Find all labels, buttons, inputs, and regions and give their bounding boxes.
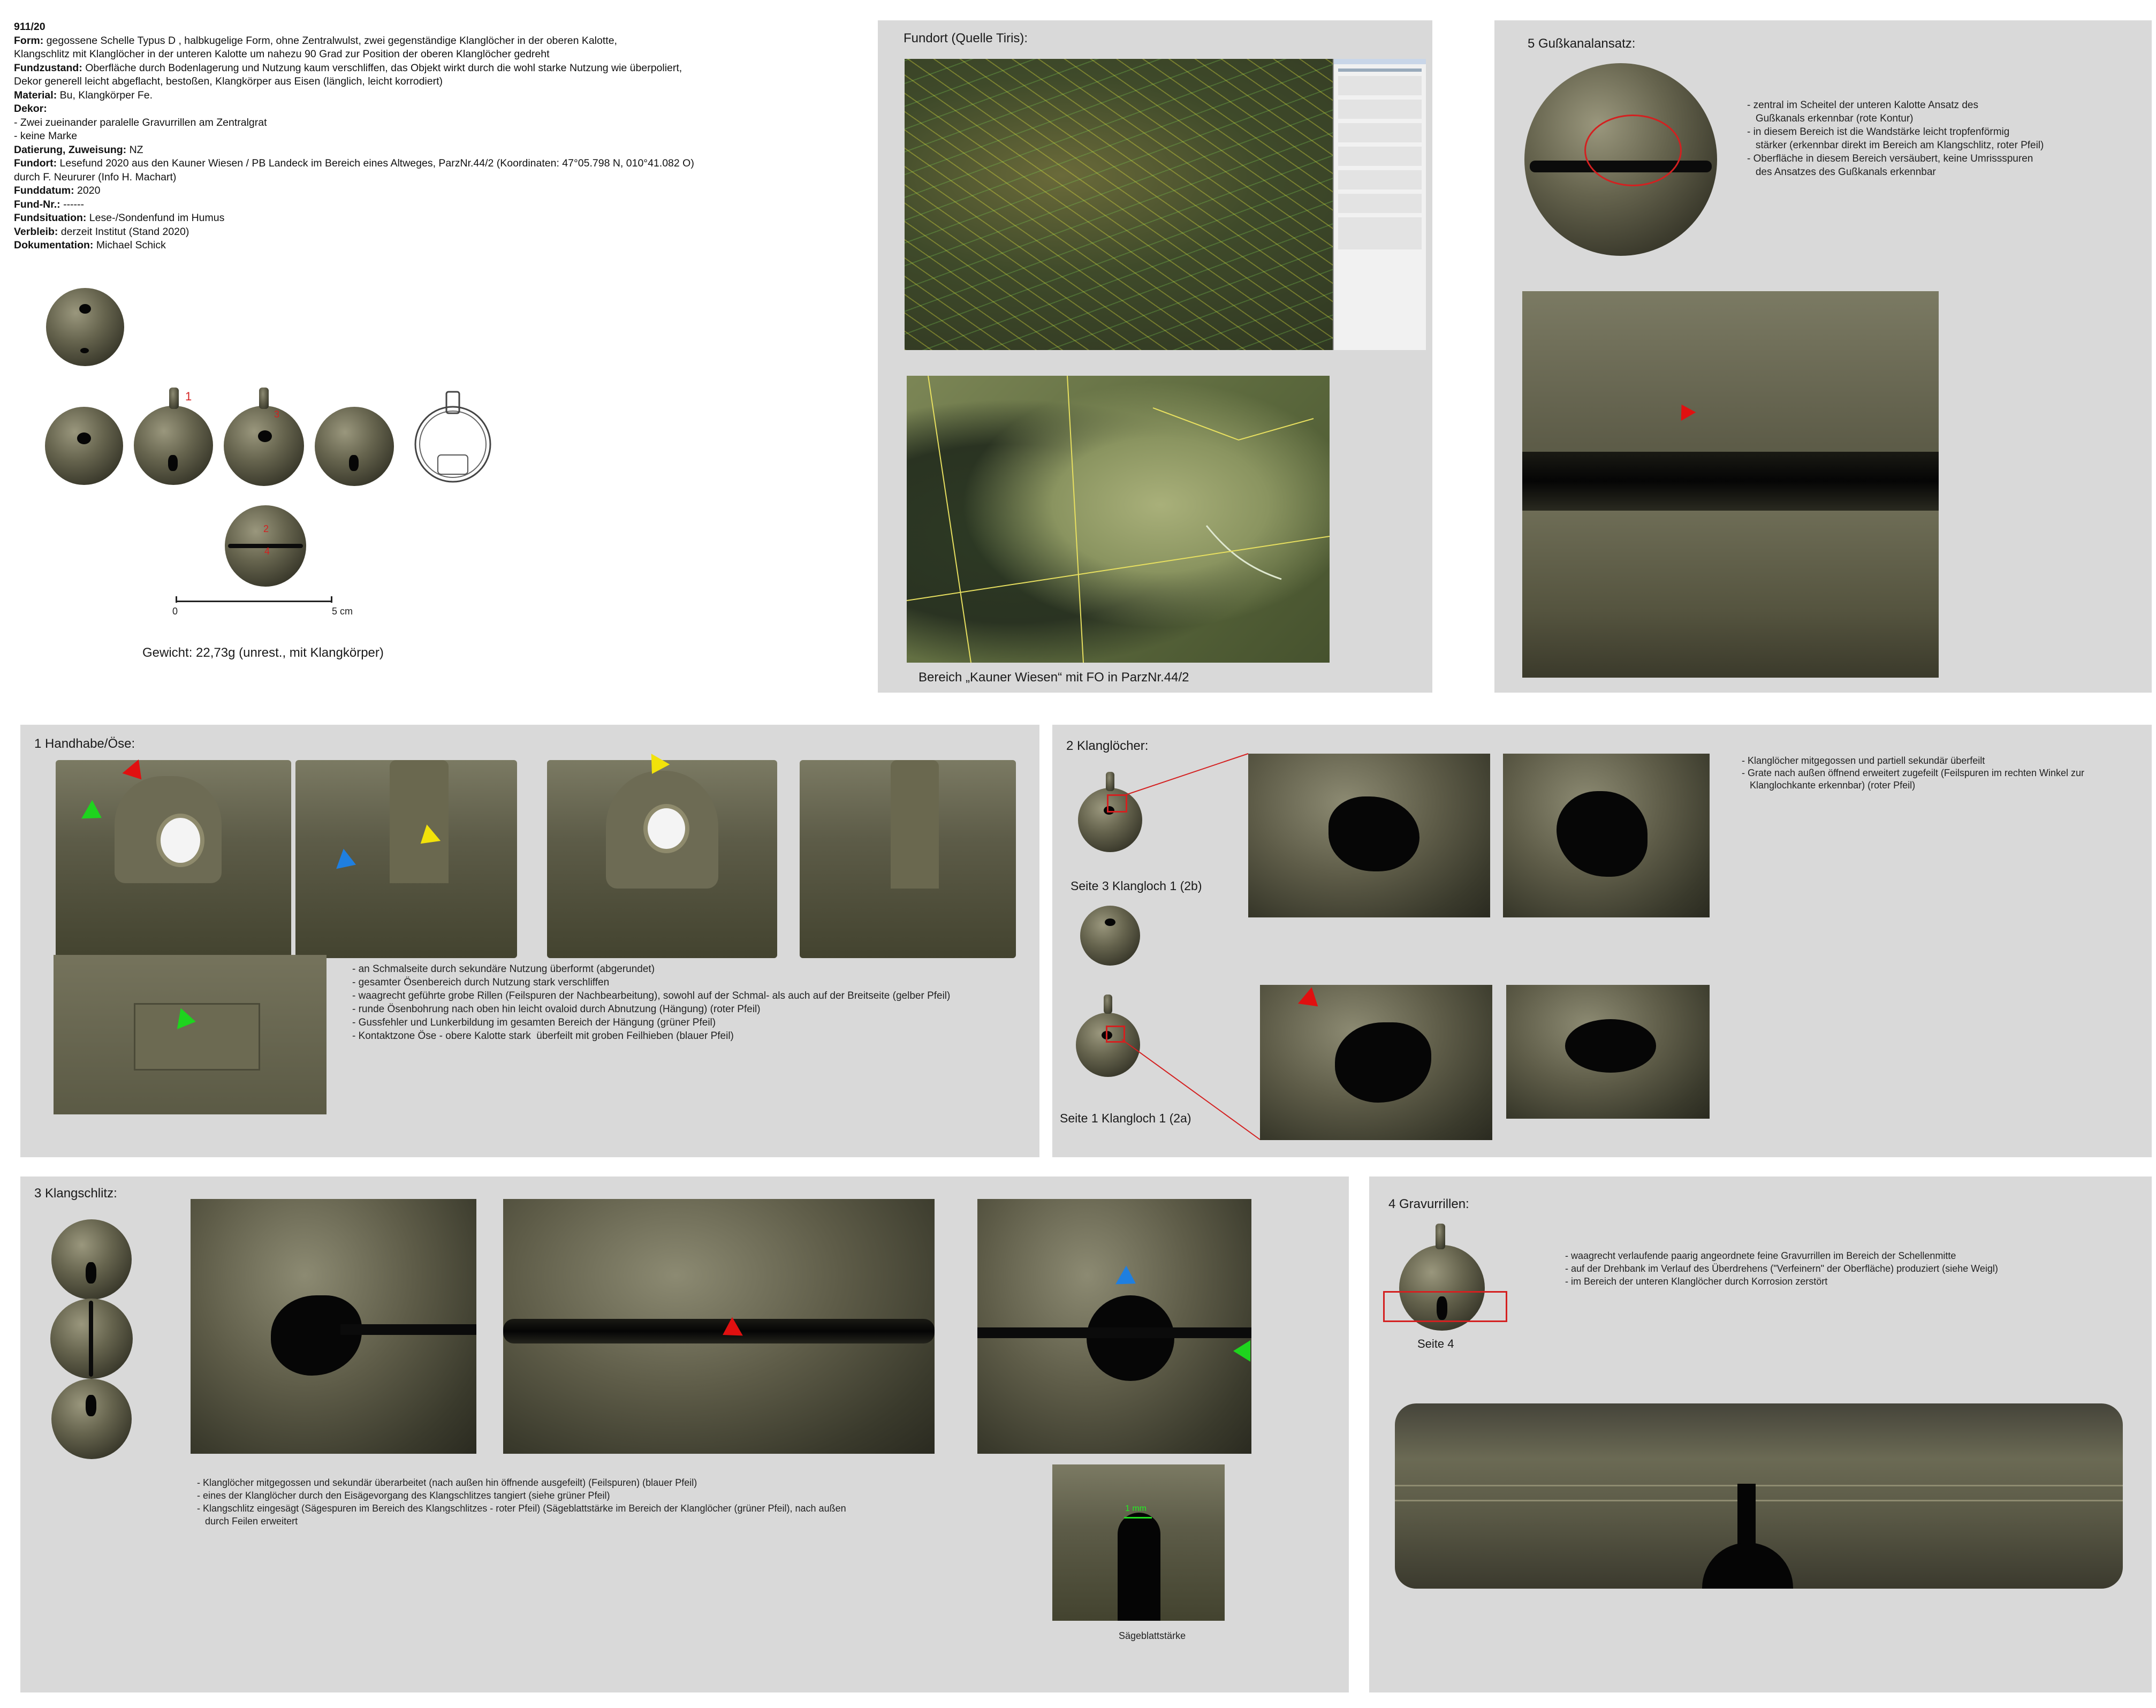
description-line [14, 211, 849, 225]
bell-view-3 [224, 406, 304, 486]
scale-five: 5 cm [332, 606, 353, 617]
description-line [14, 157, 849, 171]
gravurrillen-notes: - waagrecht verlaufende paarig angeordnete feine Gravurrillen im Bereich der Schellenmitte - auf der Drehbank im Verlauf des Überdrehens ("Verfeinern" der Oberfläche) produziert (siehe Weigl) - im Bereich der unteren Klanglöcher durch Korrosion zerstört [1565, 1250, 1998, 1287]
description-text: - keine Marke [14, 130, 78, 142]
klangschlitz-title: 3 Klangschlitz: [34, 1186, 117, 1201]
description-text: Lesefund 2020 aus den Kauner Wiesen / PB Landeck im Bereich eines Altweges, ParzNr.44/2 (Koordinaten: 47°05.798 N, 010°41.082 O) [57, 157, 694, 169]
description-label: Form: [14, 34, 44, 47]
saegeblatt-scale: 1 mm [1125, 1504, 1147, 1513]
description-text: Oberfläche durch Bodenlagerung und Nutzung kaum verschliffen, das Objekt wirkt durch die wohl starke Nutzung wie überpoliert, [82, 62, 682, 74]
description-line [14, 143, 849, 157]
description-line [14, 171, 849, 185]
bell-view-2 [45, 407, 123, 485]
description-line [14, 239, 849, 253]
klangloch-photo-2a-2 [1506, 985, 1710, 1119]
handhabe-photo-4 [800, 760, 1016, 958]
klangschlitz-bell-2 [50, 1299, 133, 1379]
klangschlitz-green-arrow [1233, 1340, 1250, 1362]
handhabe-photo-2 [295, 760, 517, 958]
description-text: Michael Schick [93, 239, 166, 251]
klangloch-photo-2a-1 [1260, 985, 1492, 1140]
view-label-3: 3 [274, 409, 280, 420]
klangschlitz-photo-3 [977, 1199, 1251, 1454]
description-text: Klangschlitz mit Klanglöcher in der unteren Kalotte um nahezu 90 Grad zur Position der oberen Klanglöcher gedreht [14, 48, 550, 60]
panel-gravurrillen [1369, 1176, 2152, 1692]
gravurrillen-caption: Seite 4 [1417, 1337, 1454, 1350]
gusskanal-detail-photo [1522, 291, 1939, 678]
gravurrillen-marker [1383, 1291, 1507, 1322]
object-id: 911/20 [14, 21, 45, 33]
description-label: Dekor: [14, 103, 47, 115]
handhabe-detail-photo [54, 955, 327, 1114]
description-text: gegossene Schelle Typus D , halbkugelige Form, ohne Zentralwulst, zwei gegenständige Klanglöcher in der oberen Kalotte, [43, 34, 617, 47]
description-line [14, 198, 849, 212]
panel-klangschlitz [20, 1176, 1349, 1692]
bell-view-4 [315, 407, 394, 486]
panel-klangloecher [1052, 725, 2152, 1157]
description-lines [14, 34, 849, 253]
description-line [14, 102, 849, 116]
description-text: Bu, Klangkörper Fe. [57, 89, 153, 101]
gravurrillen-detail-photo [1395, 1403, 2123, 1589]
description-text: durch F. Neururer (Info H. Machart) [14, 171, 177, 183]
description-label: Datierung, Zuweisung: [14, 143, 127, 156]
klangloch-photo-2b-2 [1503, 754, 1710, 917]
description-label: Fundort: [14, 157, 57, 169]
weight-label: Gewicht: 22,73g (unrest., mit Klangkörper) [142, 646, 384, 660]
tiris-map [905, 59, 1426, 350]
view-label-4: 4 [264, 546, 270, 557]
klangloch-caption-top: Seite 3 Klangloch 1 (2b) [1071, 879, 1202, 893]
description-label: Funddatum: [14, 185, 74, 196]
view-label-2: 2 [263, 523, 269, 534]
description-text: Lese-/Sondenfund im Humus [86, 212, 225, 224]
description-text: derzeit Institut (Stand 2020) [58, 225, 189, 238]
description-label: Fundsituation: [14, 212, 87, 224]
description-label: Verbleib: [14, 225, 58, 238]
saegeblatt-caption: Sägeblattstärke [1119, 1630, 1186, 1641]
description-text: Dekor generell leicht abgeflacht, bestoßen, Klangkörper aus Eisen (länglich, leicht korrodiert) [14, 75, 443, 87]
description-text: 2020 [74, 185, 101, 196]
gusskanal-title: 5 Gußkanalansatz: [1528, 36, 1636, 51]
gusskanal-red-contour [1584, 115, 1682, 186]
bell-section-drawing [405, 385, 501, 492]
scale-zero: 0 [172, 606, 178, 617]
panel-handhabe [20, 725, 1039, 1157]
bell-view-1 [134, 406, 213, 485]
description-line [14, 89, 849, 103]
object-description [14, 20, 849, 253]
description-label: Dokumentation: [14, 239, 94, 251]
description-line [14, 116, 849, 130]
bell-top-view [46, 288, 124, 366]
panel-fundort [878, 20, 1432, 693]
handhabe-notes: - an Schmalseite durch sekundäre Nutzung überformt (abgerundet) - gesamter Ösenbereich durch Nutzung stark verschliffen - waagrecht geführte grobe Rillen (Feilspuren der Nachbearbeitung), sowohl auf der Schmal- als auch auf der Breitseite (gelber Pfeil) - runde Ösenbohrung nach oben hin leicht ovaloid durch Abnutzung (Hängung) (roter Pfeil) - Gussfehler und Lunkerbildung im gesamten Bereich der Hängung (grüner Pfeil) - Kontaktzone Öse - obere Kalotte stark überfeilt mit groben Feilhieben (blauer Pfeil) [352, 963, 951, 1042]
description-text: NZ [126, 143, 143, 156]
description-line [14, 184, 849, 198]
handhabe-detail-green-arrow [177, 1008, 198, 1033]
saegeblatt-photo [1052, 1464, 1225, 1621]
klangloch-photo-2b-1 [1248, 754, 1490, 917]
handhabe-photo-1 [56, 760, 291, 958]
handhabe-photo-3 [547, 760, 777, 958]
description-label: Fundzustand: [14, 62, 82, 74]
klangloch-caption-bottom: Seite 1 Klangloch 1 (2a) [1060, 1111, 1191, 1125]
description-line [14, 225, 849, 239]
fundort-title: Fundort (Quelle Tiris): [904, 31, 1028, 45]
description-line [14, 34, 849, 48]
ortho-photo [907, 376, 1330, 663]
description-text: - Zwei zueinander paralelle Gravurrillen am Zentralgrat [14, 116, 267, 128]
description-line [14, 130, 849, 143]
handhabe-title: 1 Handhabe/Öse: [34, 737, 135, 751]
klangloecher-title: 2 Klanglöcher: [1066, 739, 1149, 753]
description-line [14, 75, 849, 89]
gusskanal-notes: - zentral im Scheitel der unteren Kalotte Ansatz des Gußkanals erkennbar (rote Kontur) - in diesem Bereich ist die Wandstärke leicht tropfenförmig stärker (erkennbar direkt im Bereich am Klangschlitz, roter Pfeil) - Oberfläche in diesem Bereich versäubert, keine Umrissspuren des Ansatzes des Gußkanals erkennbar [1747, 100, 2044, 178]
ortho-caption: Bereich „Kauner Wiesen“ mit FO in ParzNr.44/2 [918, 670, 1189, 685]
description-line [14, 62, 849, 75]
panel-gusskanal [1494, 20, 2152, 693]
description-line [14, 48, 849, 62]
description-label: Fund-Nr.: [14, 198, 60, 210]
description-text: ------ [60, 198, 85, 210]
klangschlitz-notes: - Klanglöcher mitgegossen und sekundär überarbeitet (nach außen hin öffnende ausgefeilt) (Feilspuren) (blauer Pfeil) - eines der Klanglöcher durch den Eisägevorgang des Klangschlitzes tangiert (siehe grüner Pfeil) - Klangschlitz eingesägt (Sägespuren im Bereich des Klangschlitzes - roter Pfeil) (Sägeblattstärke im Bereich der Klanglöcher (grüner Pfeil), nach außen durch Feilen erweitert [197, 1477, 846, 1527]
view-label-1: 1 [185, 390, 192, 403]
description-label: Material: [14, 89, 57, 101]
klangloch-notes: - Klanglöcher mitgegossen und partiell sekundär überfeilt - Grate nach außen öffnend erweitert zugefeilt (Feilspuren im rechten Winkel zur Klanglochkante erkennbar) (roter Pfeil) [1742, 755, 2084, 791]
gravurrillen-title: 4 Gravurrillen: [1388, 1197, 1469, 1211]
klangschlitz-bell-3 [51, 1379, 132, 1459]
map-sidebar [1333, 59, 1426, 350]
klangschlitz-bell-1 [51, 1219, 132, 1300]
klangschlitz-photo-1 [191, 1199, 476, 1454]
